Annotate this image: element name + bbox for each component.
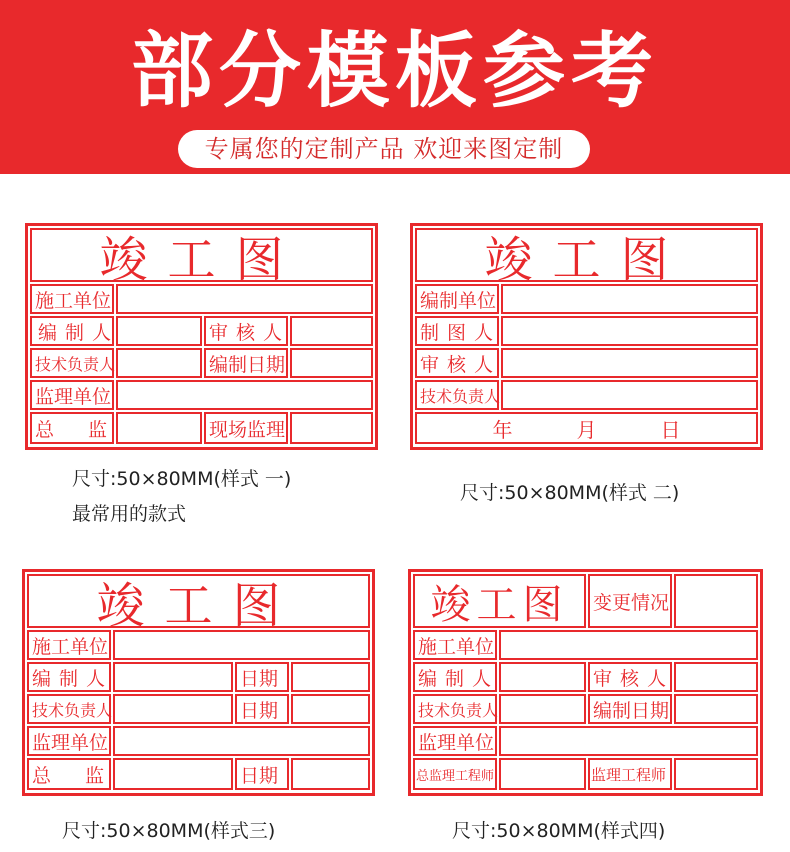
stamp-note-1: 最常用的款式 (72, 503, 187, 525)
label-chief-supervisor: 总监 (30, 412, 114, 444)
label-reviewer: 审核人 (204, 316, 288, 346)
field-site-supervisor (290, 412, 373, 444)
field-date (291, 662, 370, 692)
field-compiler (499, 662, 586, 692)
label-change-status: 变更情况 (588, 574, 672, 628)
size-caption-2: 尺寸:50×80MM(样式 二) (460, 482, 680, 504)
label-reviewer: 审核人 (588, 662, 672, 692)
label-date: 日期 (235, 662, 289, 692)
label-technical-lead: 技术负责人 (27, 694, 111, 724)
field-compile-unit (501, 284, 758, 314)
label-date: 日期 (235, 758, 289, 790)
field-reviewer (290, 316, 373, 346)
stamp-title: 竣工图 (413, 574, 586, 628)
label-chief-supervisor: 总监 (27, 758, 111, 790)
field-compiler (116, 316, 202, 346)
size-caption-1: 尺寸:50×80MM(样式 一) (72, 468, 292, 490)
label-construction-unit: 施工单位 (30, 284, 114, 314)
field-date (291, 694, 370, 724)
label-compiler: 编制人 (27, 662, 111, 692)
field-technical-lead (113, 694, 233, 724)
field-chief-supervisor (113, 758, 233, 790)
stamp-template-1 (25, 223, 378, 450)
banner-subtitle: 专属您的定制产品 欢迎来图定制 (178, 130, 590, 168)
field-technical-lead (116, 348, 202, 378)
banner-title: 部分模板参考 (130, 24, 659, 119)
field-supervising-engineer (674, 758, 758, 790)
label-compile-date: 编制日期 (204, 348, 288, 378)
field-drafter (501, 316, 758, 346)
label-compiler: 编制人 (413, 662, 497, 692)
field-supervision-unit (499, 726, 758, 756)
field-supervision-unit (116, 380, 373, 410)
size-caption-3: 尺寸:50×80MM(样式三) (62, 820, 276, 842)
field-supervision-unit (113, 726, 370, 756)
field-compile-date (674, 694, 758, 724)
header-banner (0, 0, 790, 174)
label-supervision-unit: 监理单位 (27, 726, 111, 756)
stamp-title: 竣工图 (27, 574, 370, 628)
field-chief-supervising-engineer (499, 758, 586, 790)
label-supervision-unit: 监理单位 (30, 380, 114, 410)
label-technical-lead: 技术负责人 (30, 348, 114, 378)
field-compile-date (290, 348, 373, 378)
field-reviewer (501, 348, 758, 378)
label-construction-unit: 施工单位 (413, 630, 497, 660)
stamp-template-4 (408, 569, 763, 796)
label-date: 日期 (235, 694, 289, 724)
date-row: 年月日 (415, 412, 758, 444)
field-compiler (113, 662, 233, 692)
label-supervision-unit: 监理单位 (413, 726, 497, 756)
stamp-title: 竣工图 (415, 228, 758, 282)
label-technical-lead: 技术负责人 (413, 694, 497, 724)
label-reviewer: 审核人 (415, 348, 499, 378)
stamp-title: 竣工图 (30, 228, 373, 282)
label-drafter: 制图人 (415, 316, 499, 346)
field-construction-unit (499, 630, 758, 660)
field-technical-lead (499, 694, 586, 724)
field-reviewer (674, 662, 758, 692)
stamp-template-2 (410, 223, 763, 450)
label-compile-unit: 编制单位 (415, 284, 499, 314)
field-date (291, 758, 370, 790)
field-chief-supervisor (116, 412, 202, 444)
label-chief-supervising-engineer: 总监理工程师 (413, 758, 497, 790)
field-technical-lead (501, 380, 758, 410)
label-construction-unit: 施工单位 (27, 630, 111, 660)
label-compiler: 编制人 (30, 316, 114, 346)
label-site-supervisor: 现场监理 (204, 412, 288, 444)
field-construction-unit (113, 630, 370, 660)
field-change-status (674, 574, 758, 628)
label-technical-lead: 技术负责人 (415, 380, 499, 410)
size-caption-4: 尺寸:50×80MM(样式四) (452, 820, 666, 842)
field-construction-unit (116, 284, 373, 314)
stamp-template-3 (22, 569, 375, 796)
label-compile-date: 编制日期 (588, 694, 672, 724)
label-supervising-engineer: 监理工程师 (588, 758, 672, 790)
